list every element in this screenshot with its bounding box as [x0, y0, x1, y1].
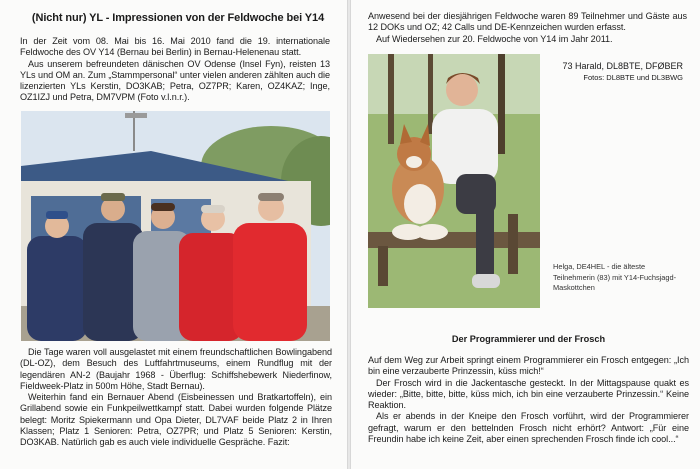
story-paragraph-3: Als er abends in der Kneipe den Frosch vorführt, wird der Programmierer gefragt, warum er den bettelnden Frosch nicht erhört? Antwort: „Für eine Freundin habe ich keine Zeit, aber einen sprechenden Frosch finde ich cool...“ [368, 411, 689, 445]
right-page [351, 0, 700, 469]
summary-text [368, 11, 687, 45]
mascot-photo [368, 54, 540, 308]
body-text [20, 347, 332, 449]
group-photo-illustration [21, 111, 330, 341]
intro-paragraph-1: In der Zeit vom 08. Mai bis 16. Mai 2010 fand die 19. internationale Feldwoche des OV Y14 (Bernau bei Berlin) in Bernau-Helenenau statt. [20, 36, 330, 58]
photo-credit: Fotos: DL8BTE und DL3BWG [583, 73, 683, 82]
summary-paragraph-1: Anwesend bei der diesjährigen Feldwoche waren 89 Teilnehmer und Gäste aus 12 DOKs und OZ; 42 Calls und DE-Kennzeichen wurden erfasst. [368, 11, 687, 33]
body-paragraph-2: Weiterhin fand ein Bernauer Abend (Eisbeinessen und Bratkartoffeln), ein Grillabend sowie ein Funkpeilwettkampf statt. Dabei wurden folgende Plätze belegt: Moritz Spiekermann und Opa Dieter, DL7VAF beide Platz 2 in Ihren Klassen; Platz 1 Senioren: Petra, OZ7PR; und Platz 5 Senioren: Kerstin, DO3KAB. Natürlich gab es auch viele individuelle Gespräche. Fazit: [20, 392, 332, 448]
story-text [368, 355, 689, 445]
group-photo [21, 111, 330, 341]
body-paragraph-1: Die Tage waren voll ausgelastet mit einem freundschaftlichen Bowlingabend (DL-OZ), dem Besuch des Luftfahrtmuseums, einem Rundflug mit der legendären AN-2 (Baujahr 1968 - Überflug: Schiffshebewerk Niederfinow, Fieldweek-Platz in 500m Höhe, Stadt Bernau). [20, 347, 332, 391]
story-paragraph-2: Der Frosch wird in die Jackentasche gesteckt. In der Mittagspause quakt es wieder: „Bitte, bitte, bitte, küss mich, ich bin eine verzauberte Prinzessin.“ Keine Reaktion. [368, 377, 689, 411]
story-paragraph-1: Auf dem Weg zur Arbeit springt einem Programmierer ein Frosch entgegen: „Ich bin eine verzauberte Prinzessin, küss mich!“ [368, 355, 689, 377]
section-heading: Der Programmierer und der Frosch [451, 334, 606, 344]
intro-text [20, 36, 330, 104]
signature: 73 Harald, DL8BTE, DFØBER [562, 61, 683, 71]
summary-paragraph-2: Auf Wiedersehen zur 20. Feldwoche von Y14 im Jahr 2011. [376, 33, 613, 44]
intro-paragraph-2: Aus unserem befreundeten dänischen OV Odense (Insel Fyn), reisten 13 YLs und OM an. Zum „Stammpersonal“ unter vielen anderen zählten auch die lizenzierten YLs Kerstin, DO3KAB; Petra, OZ7PR; Karen, OZ4KAZ; Inge, OZ1IZJ und Petra, DM7VPM (Foto v.l.n.r.). [20, 58, 330, 103]
article-title: (Nicht nur) YL - Impressionen von der Feldwoche bei Y14 [31, 12, 325, 24]
mascot-photo-illustration [368, 54, 540, 308]
signature-block [557, 60, 683, 84]
photo-caption: Helga, DE4HEL - die älteste Teilnehmerin (83) mit Y14-Fuchsjagd-Maskottchen [553, 262, 677, 292]
left-page [0, 0, 347, 469]
